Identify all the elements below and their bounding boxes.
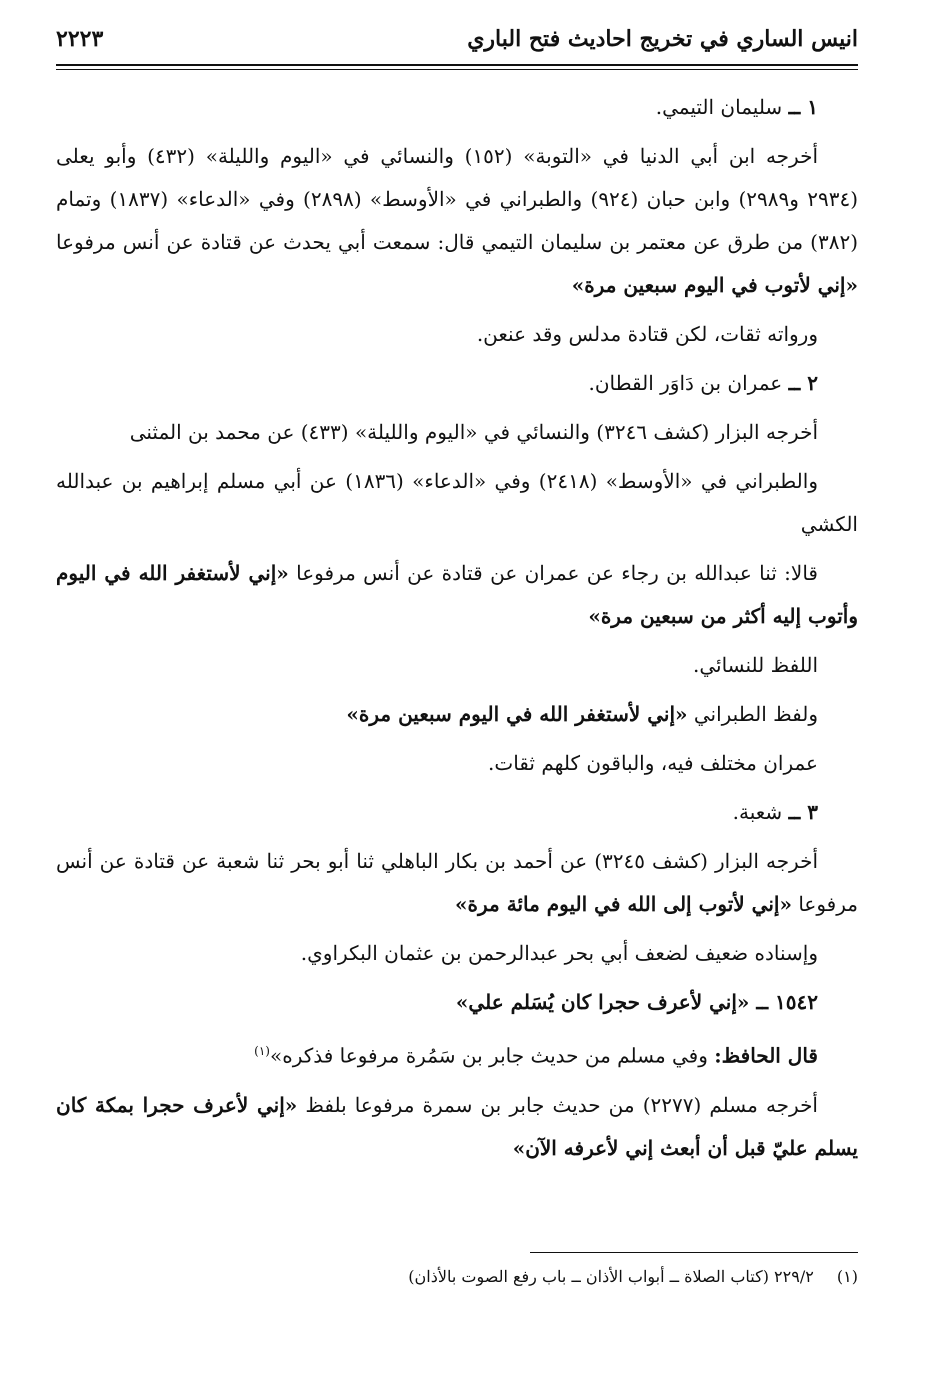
paragraph: قالا: ثنا عبدالله بن رجاء عن عمران عن قتادة عن أنس مرفوعا «إني لأستغفر الله في اليوم وأتوب إليه أكثر من سبعين مرة» (56, 561, 858, 628)
hadith-text: «إني لأستغفر الله في اليوم وأتوب إليه أكثر من سبعين مرة» (56, 561, 858, 628)
paragraph: ورواته ثقات، لكن قتادة مدلس وقد عنعن. (476, 322, 818, 346)
footnote-ref[interactable]: (١) (254, 1044, 270, 1058)
book-title: انيس الساري في تخريج احاديث فتح الباري (467, 26, 858, 52)
hadith-text: «إني لأستغفر الله في اليوم سبعين مرة» (346, 702, 688, 726)
paragraph: ولفظ الطبراني «إني لأستغفر الله في اليوم سبعين مرة» (346, 702, 818, 726)
header-rule (56, 64, 858, 66)
item-heading: ٢ ــ عمران بن دَاوَر القطان. (588, 371, 818, 395)
page-number: ٢٢٢٣ (56, 26, 104, 52)
paragraph: والطبراني في «الأوسط» (٢٤١٨) وفي «الدعاء» (١٨٣٦) عن أبي مسلم إبراهيم بن عبدالله الكشي (56, 469, 858, 536)
paragraph: أخرجه البزار (كشف ٣٢٤٦) والنسائي في «اليوم والليلة» (٤٣٣) عن محمد بن المثنى (129, 420, 818, 444)
footnote-text: ٢٢٩/٢ (كتاب الصلاة ــ أبواب الأذان ــ باب رفع الصوت بالأذان) (408, 1267, 814, 1286)
paragraph: قال الحافظ: وفي مسلم من حديث جابر بن سَمُرة مرفوعا فذكره»$^{(١)}$ (254, 1043, 818, 1068)
paragraph: أخرجه ابن أبي الدنيا في «التوبة» (١٥٢) والنسائي في «اليوم والليلة» (٤٣٢) وأبو يعلى (٢٩٣٤ و٢٩٨٩) وابن حبان (٩٢٤) والطبراني في «الأوسط» (٢٨٩٨) وفي «الدعاء» (١٨٣٧) وتمام (٣٨٢) من طرق عن معتمر بن سليمان التيمي قال: سمعت أبي يحدث عن قتادة عن أنس مرفوعا «إني لأتوب في اليوم سبعين مرة» (56, 144, 858, 297)
paragraph: أخرجه البزار (كشف ٣٢٤٥) عن أحمد بن بكار الباهلي ثنا أبو بحر ثنا شعبة عن قتادة عن أنس مرفوعا «إني لأتوب إلى الله في اليوم مائة مرة» (56, 849, 858, 916)
hadith-text: «إني لأعرف حجرا بمكة كان يسلم عليّ قبل أن أبعث إني لأعرفه الآن» (56, 1092, 858, 1160)
paragraph: عمران مختلف فيه، والباقون كلهم ثقات. (488, 751, 818, 775)
item-heading: ٣ ــ شعبة. (732, 800, 818, 824)
paragraph: وإسناده ضعيف لضعف أبي بحر عبدالرحمن بن عثمان البكراوي. (300, 941, 818, 965)
footnote (56, 1264, 858, 1290)
hadith-text: «إني لأتوب إلى الله في اليوم مائة مرة» (455, 892, 792, 916)
paragraph: أخرجه مسلم (٢٢٧٧) من حديث جابر بن سمرة مرفوعا بلفظ «إني لأعرف حجرا بمكة كان يسلم عليّ قبل أن أبعث إني لأعرفه الآن» (56, 1092, 858, 1160)
header-rule-thin (56, 69, 858, 70)
item-heading: ١ ــ سليمان التيمي. (655, 95, 818, 119)
hadith-heading: ١٥٤٢ ــ «إني لأعرف حجرا كان يُسَلم علي» (455, 990, 818, 1014)
paragraph: اللفظ للنسائي. (692, 653, 818, 677)
running-header (56, 26, 858, 52)
hadith-text: «إني لأتوب في اليوم سبعين مرة» (571, 273, 858, 297)
main-text (56, 86, 858, 1176)
footnote-number: (١) (836, 1267, 858, 1286)
footnote-rule (530, 1252, 858, 1253)
